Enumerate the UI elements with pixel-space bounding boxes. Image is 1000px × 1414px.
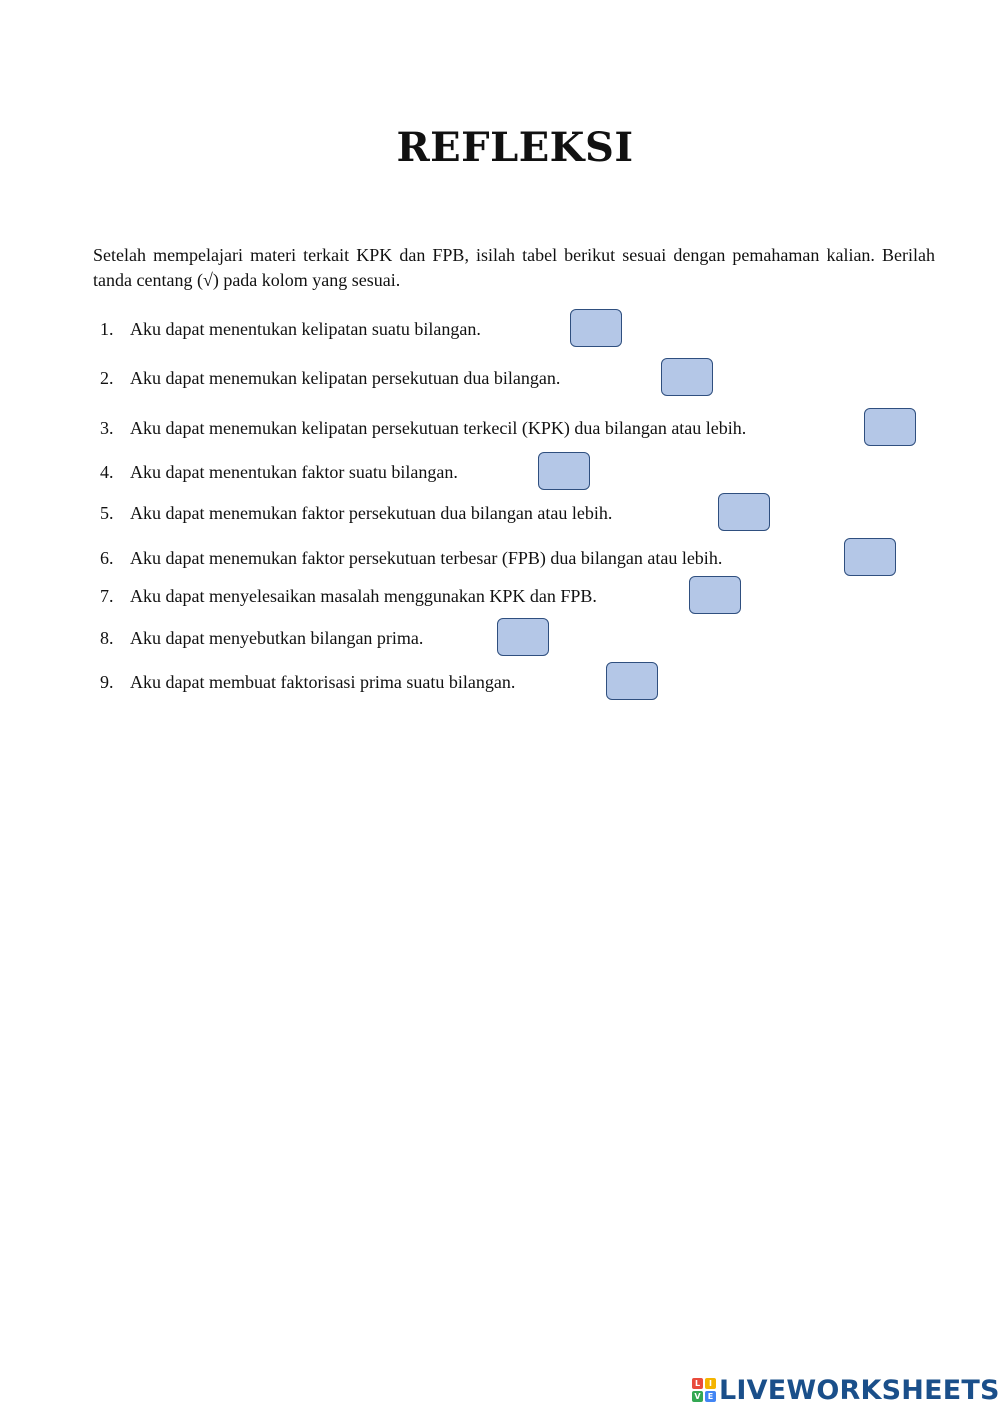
liveworksheets-logo	[692, 1374, 1000, 1406]
item-number: 7.	[100, 586, 114, 606]
item-number: 5.	[100, 503, 114, 523]
item-number: 4.	[100, 462, 114, 482]
checkbox-answer-7[interactable]	[689, 576, 741, 614]
item-statement: Aku dapat menyebutkan bilangan prima.	[130, 628, 424, 648]
checkbox-answer-2[interactable]	[661, 358, 713, 396]
checkbox-answer-3[interactable]	[864, 408, 916, 446]
item-number: 8.	[100, 628, 114, 648]
page-title: REFLEKSI	[396, 124, 634, 171]
item-number: 1.	[100, 319, 114, 339]
logo-text: LIVEWORKSHEETS	[719, 1374, 1000, 1406]
item-statement: Aku dapat membuat faktorisasi prima suatu bilangan.	[130, 672, 516, 692]
item-statement: Aku dapat menemukan faktor persekutuan dua bilangan atau lebih.	[130, 503, 613, 523]
checkbox-answer-8[interactable]	[497, 618, 549, 656]
item-statement: Aku dapat menemukan kelipatan persekutuan terkecil (KPK) dua bilangan atau lebih.	[130, 418, 747, 438]
logo-letter: V	[692, 1391, 703, 1402]
logo-letter: I	[705, 1378, 716, 1389]
item-statement: Aku dapat menemukan faktor persekutuan terbesar (FPB) dua bilangan atau lebih.	[130, 548, 723, 568]
item-number: 6.	[100, 548, 114, 568]
logo-icon	[692, 1378, 716, 1402]
item-statement: Aku dapat menentukan faktor suatu bilangan.	[130, 462, 458, 482]
checkbox-answer-1[interactable]	[570, 309, 622, 347]
checkbox-answer-5[interactable]	[718, 493, 770, 531]
item-statement: Aku dapat menemukan kelipatan persekutuan dua bilangan.	[130, 368, 561, 388]
checkbox-answer-4[interactable]	[538, 452, 590, 490]
item-number: 3.	[100, 418, 114, 438]
item-statement: Aku dapat menyelesaikan masalah menggunakan KPK dan FPB.	[130, 586, 597, 606]
item-statement: Aku dapat menentukan kelipatan suatu bilangan.	[130, 319, 481, 339]
logo-letter: E	[705, 1391, 716, 1402]
checkbox-answer-6[interactable]	[844, 538, 896, 576]
checkbox-answer-9[interactable]	[606, 662, 658, 700]
logo-letter: L	[692, 1378, 703, 1389]
item-number: 9.	[100, 672, 114, 692]
item-number: 2.	[100, 368, 114, 388]
intro-paragraph: Setelah mempelajari materi terkait KPK dan FPB, isilah tabel berikut sesuai dengan pemahaman kalian. Berilah tanda centang (√) pada kolom yang sesuai.	[93, 245, 935, 290]
